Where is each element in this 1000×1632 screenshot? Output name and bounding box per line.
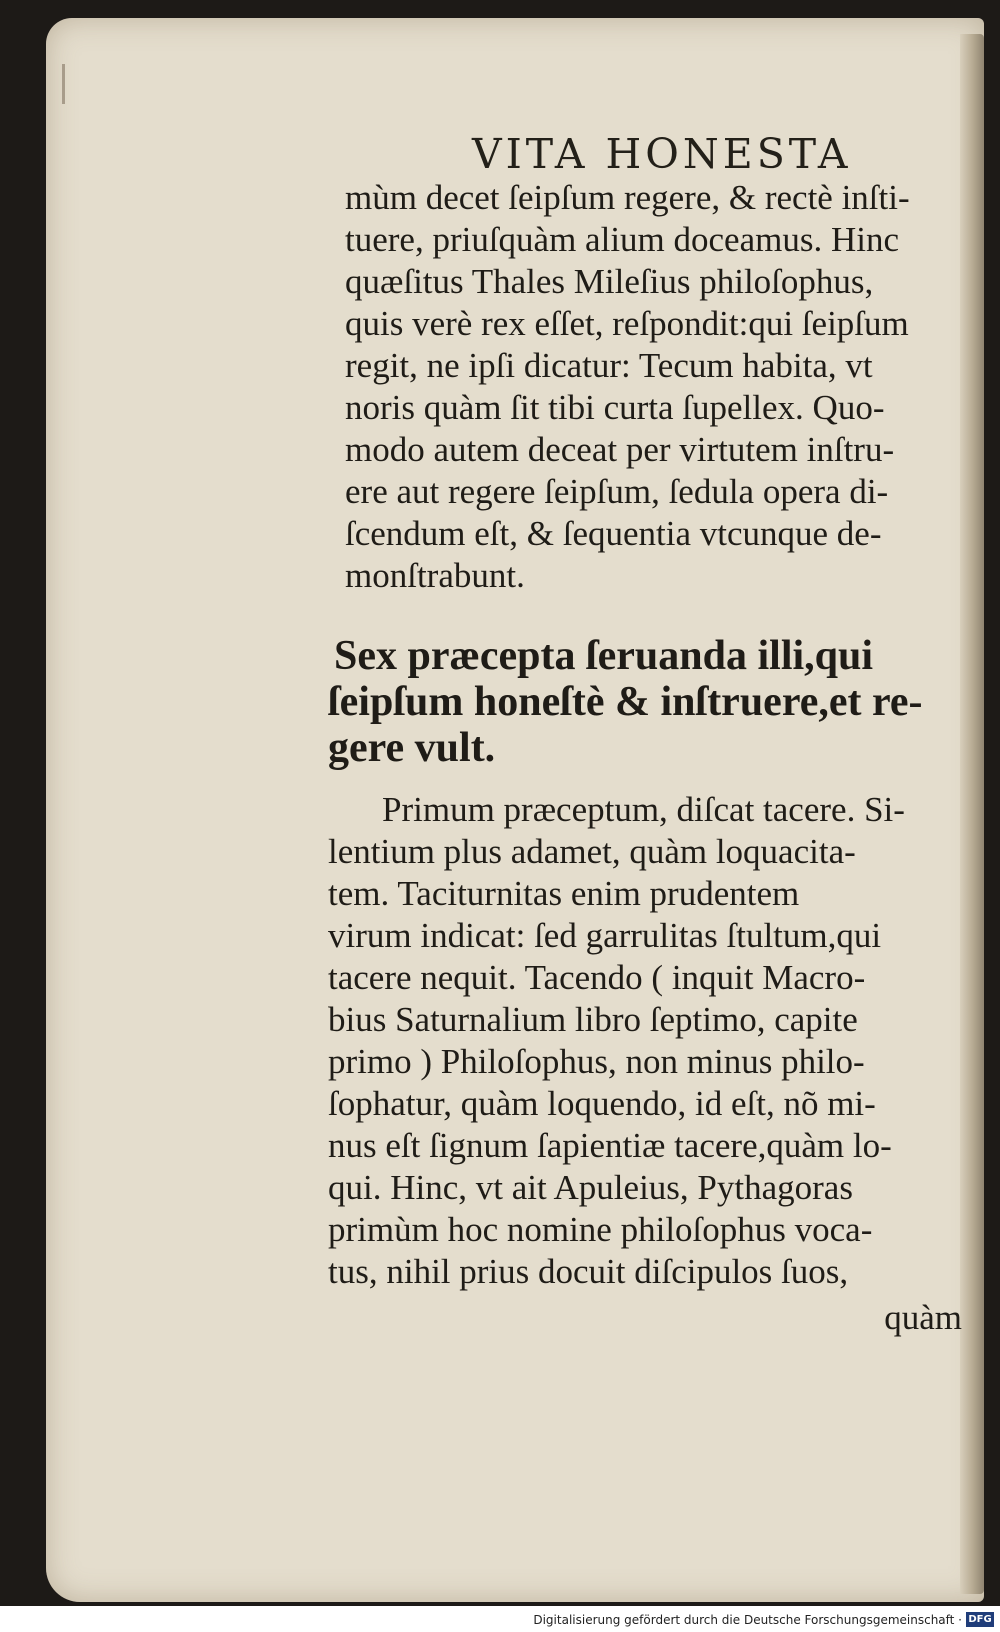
text-line: Primum præceptum, diſcat tacere. Si- [382,790,905,829]
text-line: tus, nihil prius docuit diſcipulos ſuos, [328,1252,849,1291]
text-line: tuere, priuſquàm alium doceamus. Hinc [345,220,900,259]
heading-line: gere vult. [328,725,496,771]
text-line: regit, ne ipſi dicatur: Tecum habita, vt [345,346,873,385]
text-line: primo ) Philoſophus, non minus philo- [328,1042,865,1081]
text-line: tem. Taciturnitas enim prudentem [328,874,800,913]
binding-mark [62,64,65,104]
text-line: noris quàm ſit tibi curta ſupellex. Quo- [345,388,885,427]
text-line: primùm hoc nomine philoſophus voca- [328,1210,873,1249]
footer-credit: Digitalisierung gefördert durch die Deutsche Forschungsgemeinschaft · [533,1613,962,1627]
text-line: tacere nequit. Tacendo ( inquit Macro- [328,958,866,997]
text-line: quis verè rex eſſet, reſpondit:qui ſeipſum [345,304,909,343]
text-line: mùm decet ſeipſum regere, & rectè inſti- [345,178,910,217]
text-line: ſcendum eſt, & ſequentia vtcunque de- [345,514,882,553]
heading-line: ſeipſum honeſtè & inſtruere,et re- [328,679,923,725]
running-head: VITA HONESTA [472,130,852,178]
page-edge [960,34,984,1594]
text-line: monſtrabunt. [345,556,525,595]
dfg-logo: DFG [966,1612,994,1627]
text-line: quæſitus Thales Mileſius philoſophus, [345,262,874,301]
text-line: lentium plus adamet, quàm loquacita- [328,832,856,871]
text-line: ere aut regere ſeipſum, ſedula opera di- [345,472,889,511]
text-line: modo autem deceat per virtutem inſtru- [345,430,895,469]
text-line: nus eſt ſignum ſapientiæ tacere,quàm lo- [328,1126,892,1165]
text-line: virum indicat: ſed garrulitas ſtultum,qui [328,916,882,955]
catchword: quàm [884,1298,962,1337]
text-line: ſophatur, quàm loquendo, id eſt, nõ mi- [328,1084,876,1123]
text-line: bius Saturnalium libro ſeptimo, capite [328,1000,858,1039]
heading-line: Sex præcepta ſeruanda illi,qui [334,633,874,679]
digitization-footer [0,1606,1000,1632]
text-line: qui. Hinc, vt ait Apuleius, Pythagoras [328,1168,853,1207]
